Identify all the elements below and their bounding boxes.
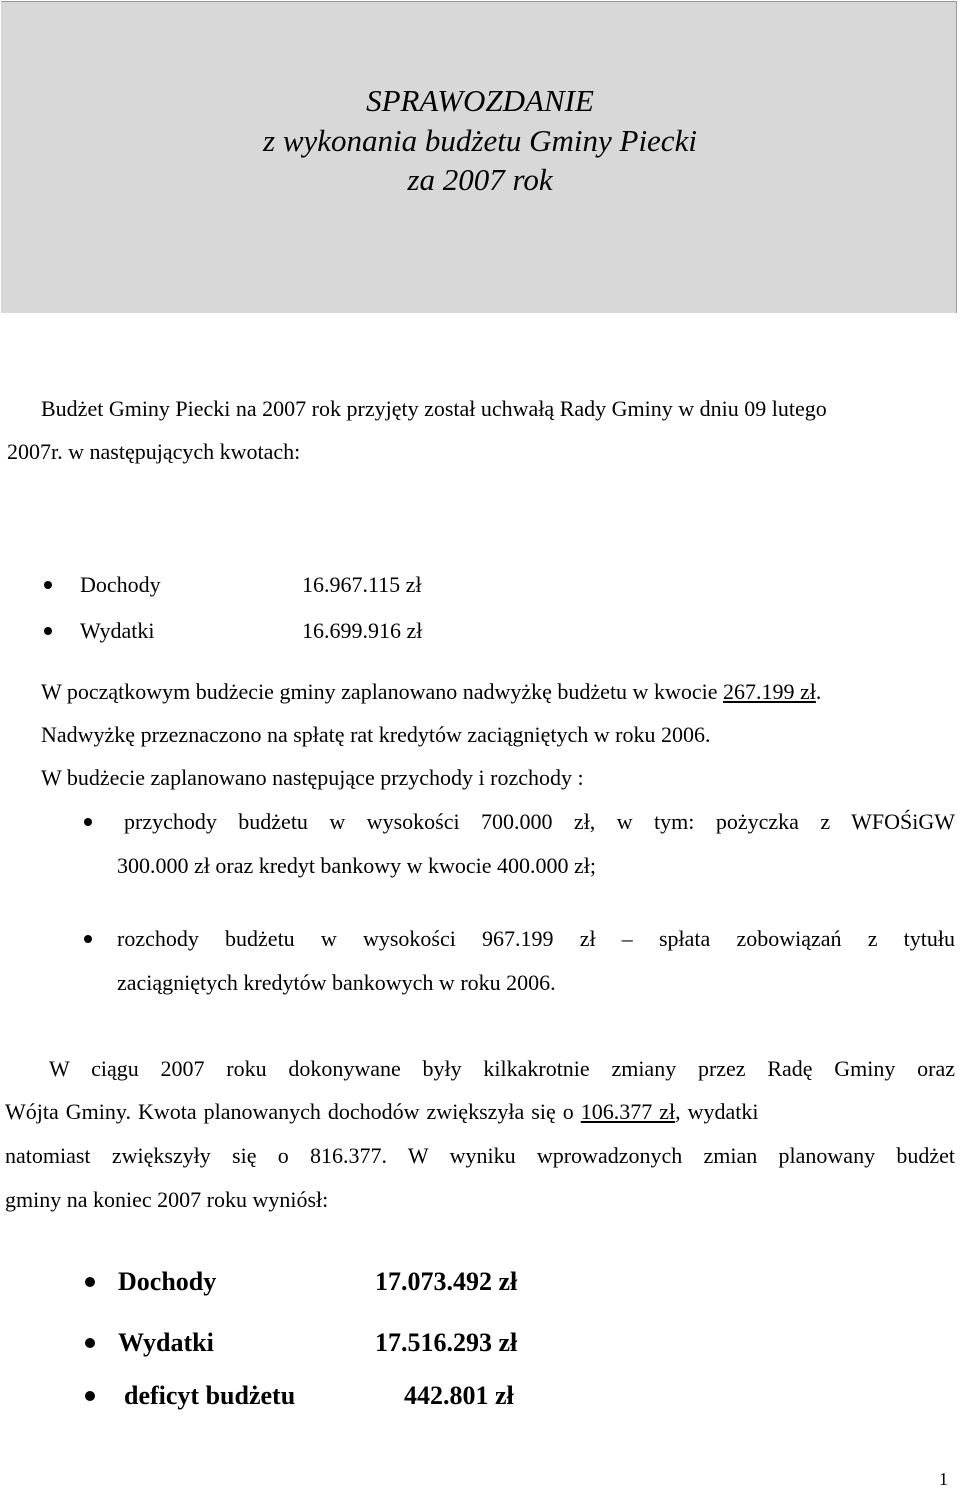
bullet-icon: [84, 818, 92, 826]
surplus-line-1: W początkowym budżecie gminy zaplanowano nadwyżkę budżetu w kwocie 267.199 zł.: [41, 679, 822, 704]
intro-line-2: 2007r. w następujących kwotach:: [7, 439, 301, 464]
changes-line-4: gminy na koniec 2007 roku wyniósł:: [5, 1187, 329, 1212]
final-expense-label: Wydatki: [118, 1328, 214, 1357]
initial-expense-label: Wydatki: [80, 618, 155, 643]
surplus-amount: 267.199 zł: [722, 679, 816, 704]
surplus-line-3: W budżecie zaplanowano następujące przychody i rozchody :: [41, 765, 584, 790]
final-income-label: Dochody: [118, 1267, 217, 1296]
bullet-icon: [44, 627, 52, 635]
changes-line-1: W ciągu 2007 roku dokonywane były kilkakrotnie zmiany przez Radę Gminy oraz: [49, 1056, 955, 1081]
page-number: 1: [939, 1469, 948, 1489]
initial-income-label: Dochody: [80, 572, 161, 597]
bullet-icon: [85, 1338, 95, 1348]
bullet-icon: [84, 935, 92, 943]
deficit-label: deficyt budżetu: [124, 1381, 296, 1410]
changes-line-2: Wójta Gminy. Kwota planowanych dochodów zwiększyła się o 106.377 zł, wydatki: [5, 1099, 759, 1124]
outflow-line-2: zaciągniętych kredytów bankowych w roku 2006.: [117, 970, 556, 995]
final-income-value: 17.073.492 zł: [375, 1267, 518, 1296]
intro-line-1: Budżet Gminy Piecki na 2007 rok przyjęty został uchwałą Rady Gminy w dniu 09 lutego: [41, 396, 827, 421]
bullet-icon: [44, 581, 52, 589]
report-subtitle: z wykonania budżetu Gminy Piecki: [263, 123, 697, 158]
revenue-line-2: 300.000 zł oraz kredyt bankowy w kwocie 400.000 zł;: [117, 853, 596, 878]
surplus-line-2: Nadwyżkę przeznaczono na spłatę rat kredytów zaciągniętych w roku 2006.: [41, 722, 711, 747]
income-increase-amount: 106.377 zł: [580, 1099, 676, 1124]
deficit-value: 442.801 zł: [404, 1381, 514, 1410]
report-title: SPRAWOZDANIE: [366, 83, 594, 118]
revenue-line-1: przychody budżetu w wysokości 700.000 zł, w tym: pożyczka z WFOŚiGW: [124, 809, 955, 834]
initial-expense-value: 16.699.916 zł: [302, 618, 423, 643]
initial-income-value: 16.967.115 zł: [302, 572, 422, 597]
bullet-icon: [85, 1277, 95, 1287]
changes-line-3: natomiast zwiększyły się o 816.377. W wyniku wprowadzonych zmian planowany budżet: [5, 1143, 955, 1168]
bullet-icon: [85, 1391, 95, 1401]
report-year: za 2007 rok: [407, 162, 553, 197]
outflow-line-1: rozchody budżetu w wysokości 967.199 zł – spłata zobowiązań z tytułu: [117, 926, 955, 951]
final-expense-value: 17.516.293 zł: [375, 1328, 518, 1357]
